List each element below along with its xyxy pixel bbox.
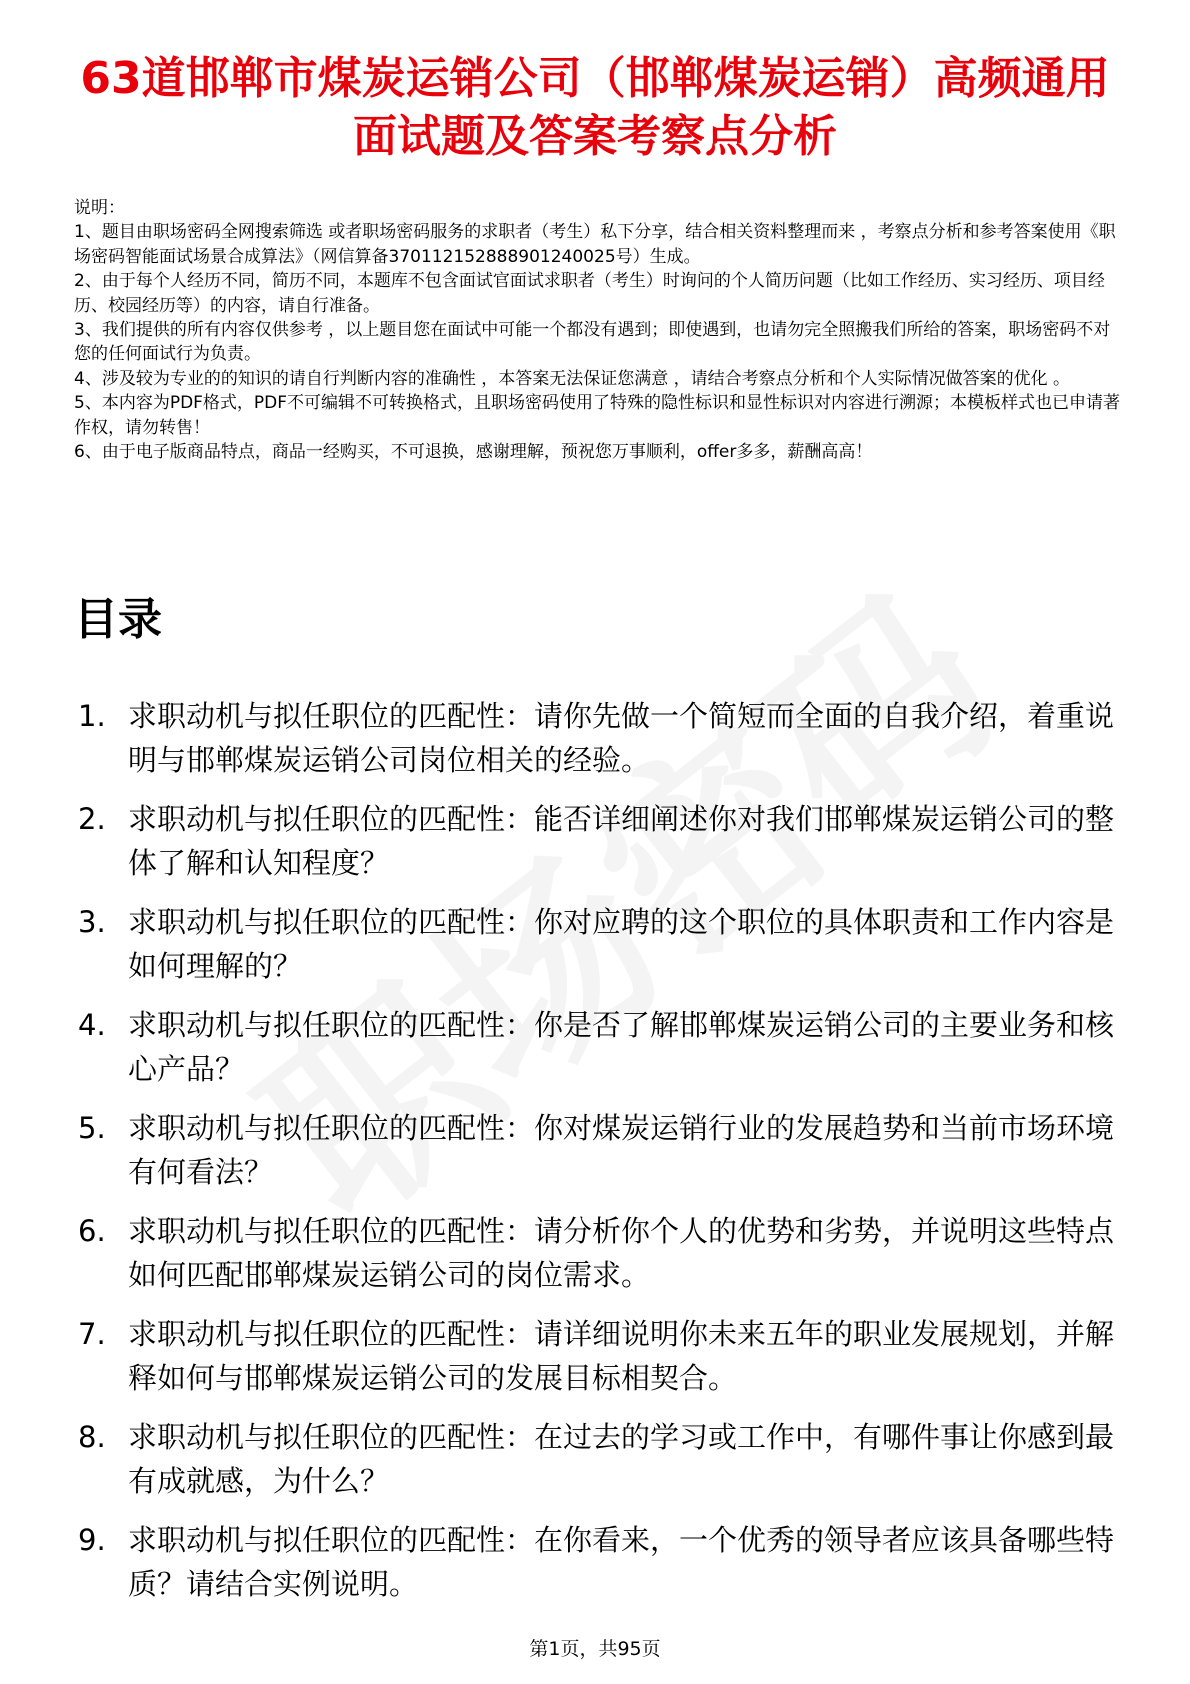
toc-item[interactable] <box>78 1312 1118 1400</box>
toc-item[interactable] <box>78 797 1118 885</box>
toc-item[interactable] <box>78 1209 1118 1297</box>
note-item: 6、由于电子版商品特点，商品一经购买，不可退换，感谢理解，预祝您万事顺利，offer多多，薪酬高高！ <box>74 442 873 463</box>
note-item: 5、本内容为PDF格式，PDF不可编辑不可转换格式，且职场密码使用了特殊的隐性标识和显性标识对内容进行溯源；本模板样式也已申请著作权，请勿转售！ <box>74 393 1121 438</box>
toc-item-text: 求职动机与拟任职位的匹配性：在你看来，一个优秀的领导者应该具备哪些特质？请结合实例说明。 <box>128 1523 1115 1601</box>
toc-item-number: 9. <box>78 1523 106 1557</box>
toc-item[interactable] <box>78 900 1118 988</box>
toc-item-text: 求职动机与拟任职位的匹配性：能否详细阐述你对我们邯郸煤炭运销公司的整体了解和认知程度？ <box>128 802 1115 880</box>
notes-heading: 说明： <box>74 198 125 218</box>
toc-item-number: 8. <box>78 1420 106 1454</box>
toc-item[interactable] <box>78 1106 1118 1194</box>
toc-item-number: 6. <box>78 1214 106 1248</box>
table-of-contents <box>78 694 1118 1621</box>
toc-item-text: 求职动机与拟任职位的匹配性：请你先做一个简短而全面的自我介绍，着重说明与邯郸煤炭运销公司岗位相关的经验。 <box>128 699 1115 777</box>
toc-item-text: 求职动机与拟任职位的匹配性：请详细说明你未来五年的职业发展规划，并解释如何与邯郸煤炭运销公司的发展目标相契合。 <box>128 1317 1115 1395</box>
toc-item-number: 2. <box>78 802 106 836</box>
toc-item-text: 求职动机与拟任职位的匹配性：你对应聘的这个职位的具体职责和工作内容是如何理解的？ <box>128 905 1115 983</box>
toc-item-number: 4. <box>78 1008 106 1042</box>
note-item: 4、涉及较为专业的的知识的请自行判断内容的准确性 ，本答案无法保证您满意 ，请结合考察点分析和个人实际情况做答案的优化 。 <box>74 368 1071 389</box>
notes-section <box>74 196 1124 464</box>
toc-item-text: 求职动机与拟任职位的匹配性：你对煤炭运销行业的发展趋势和当前市场环境有何看法？ <box>128 1111 1115 1189</box>
page-number-footer: 第1页，共95页 <box>529 1638 661 1660</box>
toc-item-text: 求职动机与拟任职位的匹配性：请分析你个人的优势和劣势，并说明这些特点如何匹配邯郸煤炭运销公司的岗位需求。 <box>128 1214 1115 1292</box>
note-item: 2、由于每个人经历不同，简历不同，本题库不包含面试官面试求职者（考生）时询问的个人简历问题（比如工作经历、实习经历、项目经历、校园经历等）的内容，请自行准备。 <box>74 271 1105 316</box>
toc-item-text: 求职动机与拟任职位的匹配性：你是否了解邯郸煤炭运销公司的主要业务和核心产品？ <box>128 1008 1115 1086</box>
toc-item-number: 1. <box>78 699 106 733</box>
toc-item-text: 求职动机与拟任职位的匹配性：在过去的学习或工作中，有哪件事让你感到最有成就感，为什么？ <box>128 1420 1115 1498</box>
toc-item[interactable] <box>78 694 1118 782</box>
document-title: 63道邯郸市煤炭运销公司（邯郸煤炭运销）高频通用面试题及答案考察点分析 <box>80 53 1110 162</box>
toc-item[interactable] <box>78 1003 1118 1091</box>
note-item: 3、我们提供的所有内容仅供参考 ，以上题目您在面试中可能一个都没有遇到；即使遇到，也请勿完全照搬我们所给的答案，职场密码不对您的任何面试行为负责。 <box>74 320 1111 365</box>
toc-item-number: 3. <box>78 905 106 939</box>
toc-heading: 目录 <box>74 594 162 645</box>
toc-item[interactable] <box>78 1518 1118 1606</box>
toc-item-number: 7. <box>78 1317 106 1351</box>
note-item: 1、题目由职场密码全网搜索筛选 或者职场密码服务的求职者（考生）私下分享，结合相关资料整理而来 ，考察点分析和参考答案使用《职场密码智能面试场景合成算法》（网信算备370112152888901240025号）生成。 <box>74 222 1116 267</box>
toc-item-number: 5. <box>78 1111 106 1145</box>
toc-item[interactable] <box>78 1415 1118 1503</box>
